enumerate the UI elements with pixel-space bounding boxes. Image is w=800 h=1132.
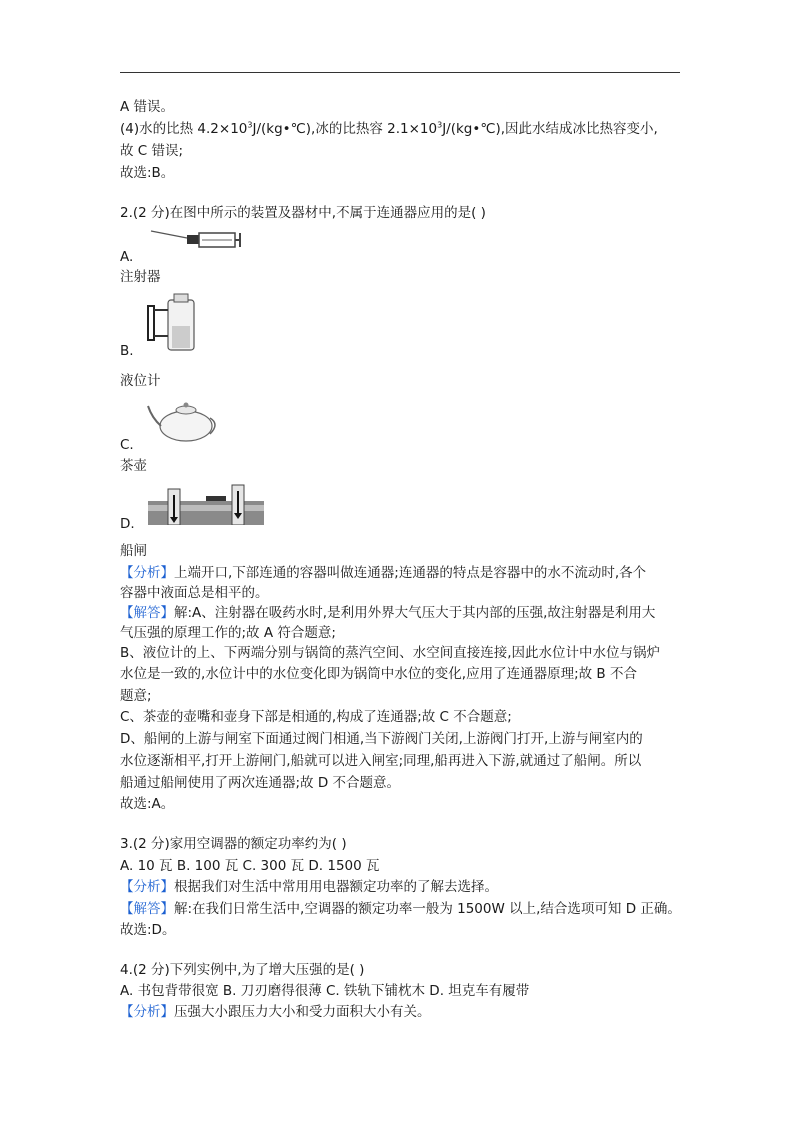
q2-option-a-letter: A. <box>120 249 134 265</box>
prev-line-3: 故 C 错误; <box>120 143 184 159</box>
ship-lock-icon <box>148 483 264 525</box>
q3-answer: 【解答】解:在我们日常生活中,空调器的额定功率一般为 1500W 以上,结合选项可知 D 正确。 <box>120 901 681 917</box>
prev-line-2: (4)水的比热 $4.2\times 10^3J/(kg•℃)$,冰的比热容 $2.1\times 10^3J/(kg•℃)$,因此水结成冰比热容变小, <box>120 120 658 137</box>
q4-stem: 4.(2 分)下列实例中,为了增大压强的是( ) <box>120 962 365 978</box>
q3-analysis: 【分析】根据我们对生活中常用用电器额定功率的了解去选择。 <box>120 879 498 895</box>
q2-choice: 故选:A。 <box>120 796 175 812</box>
q2-option-d-name: 船闸 <box>120 543 147 559</box>
q2-answer-line-6: C、茶壶的壶嘴和壶身下部是相通的,构成了连通器;故 C 不合题意; <box>120 709 512 725</box>
q2-option-d-letter: D. <box>120 516 135 532</box>
syringe-icon <box>147 225 243 263</box>
q2-answer-line-1: 【解答】解:A、注射器在吸药水时,是利用外界大气压大于其内部的压强,故注射器是利用大 <box>120 605 656 621</box>
q3-stem: 3.(2 分)家用空调器的额定功率约为( ) <box>120 836 347 852</box>
q2-option-c-letter: C. <box>120 437 134 453</box>
q2-answer-line-2: 气压强的原理工作的;故 A 符合题意; <box>120 625 336 641</box>
q2-answer-line-8: 水位逐渐相平,打开上游闸门,船就可以进入闸室;同理,船再进入下游,就通过了船闸。所以 <box>120 753 642 769</box>
q2-option-b-letter: B. <box>120 343 134 359</box>
q2-option-a-name: 注射器 <box>120 269 161 285</box>
q2-option-c-name: 茶壶 <box>120 458 147 474</box>
prev-line-1: A 错误。 <box>120 99 175 115</box>
q2-analysis-line-1: 【分析】上端开口,下部连通的容器叫做连通器;连通器的特点是容器中的水不流动时,各个 <box>120 565 647 581</box>
q2-answer-line-5: 题意; <box>120 688 152 704</box>
level-gauge-icon <box>144 292 200 354</box>
q4-options: A. 书包背带很宽 B. 刀刃磨得很薄 C. 铁轨下铺枕木 D. 坦克车有履带 <box>120 983 530 999</box>
q2-answer-line-3: B、液位计的上、下两端分别与锅筒的蒸汽空间、水空间直接连接,因此水位计中水位与锅炉 <box>120 645 661 661</box>
q2-analysis-line-2: 容器中液面总是相平的。 <box>120 585 269 601</box>
q2-answer-line-9: 船通过船闸使用了两次连通器;故 D 不合题意。 <box>120 775 401 791</box>
q2-answer-line-4: 水位是一致的,水位计中的水位变化即为锅筒中水位的变化,应用了连通器原理;故 B 不合 <box>120 666 637 682</box>
q3-options: A. 10 瓦 B. 100 瓦 C. 300 瓦 D. 1500 瓦 <box>120 858 380 874</box>
q3-choice: 故选:D。 <box>120 922 176 938</box>
q2-option-b-name: 液位计 <box>120 373 161 389</box>
q4-analysis: 【分析】压强大小跟压力大小和受力面积大小有关。 <box>120 1004 431 1020</box>
q2-answer-line-7: D、船闸的上游与闸室下面通过阀门相通,当下游阀门关闭,上游阀门打开,上游与闸室内的 <box>120 731 643 747</box>
header-rule <box>120 72 680 73</box>
teapot-icon <box>146 396 220 444</box>
prev-choice: 故选:B。 <box>120 165 175 181</box>
q2-stem: 2.(2 分)在图中所示的装置及器材中,不属于连通器应用的是( ) <box>120 205 486 221</box>
